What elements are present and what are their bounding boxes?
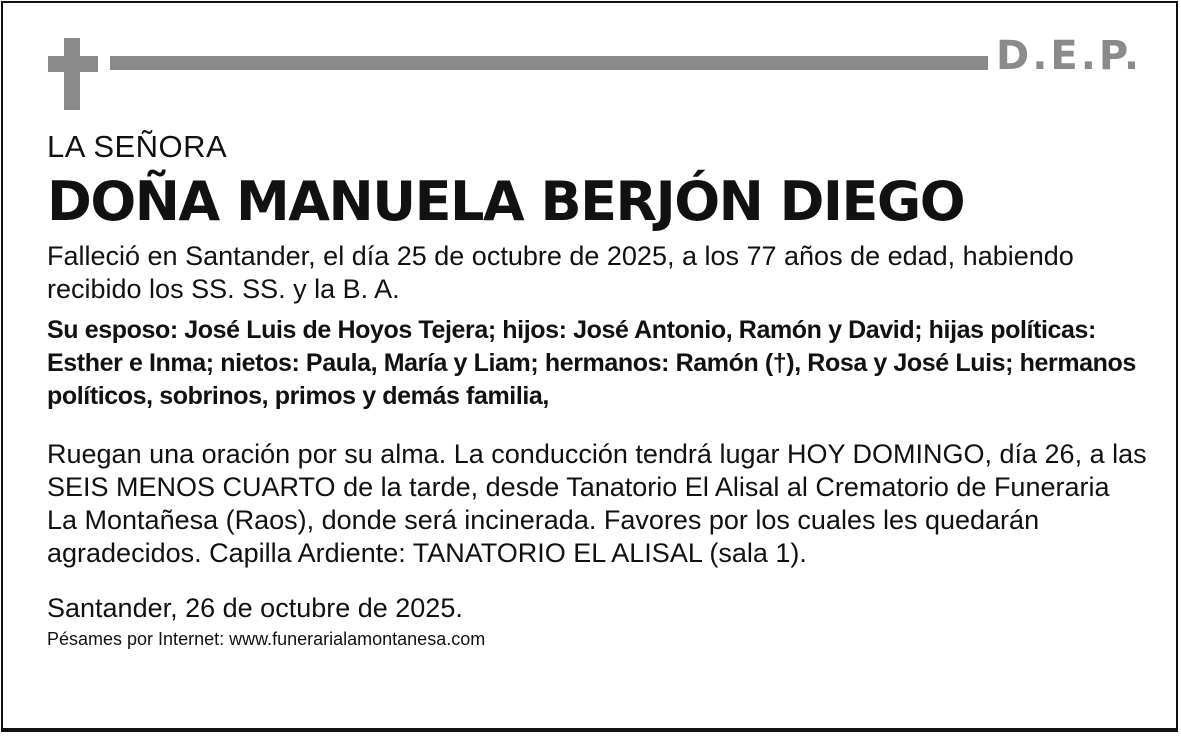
header-rule: [110, 56, 988, 70]
place-date: Santander, 26 de octubre de 2025.: [47, 593, 463, 623]
cross-icon: [48, 38, 100, 110]
dep-initials: D.E.P.: [996, 33, 1143, 79]
notice-content: [47, 128, 1147, 651]
condolences-web: Pésames por Internet: www.funerarialamontanesa.com: [47, 629, 486, 649]
deceased-name: DOÑA MANUELA BERJÓN DIEGO: [47, 170, 965, 233]
family-list: Su esposo: José Luis de Hoyos Tejera; hijos: José Antonio, Ramón y David; hijas políticas: Esther e Inma; nietos: Paula, María y Liam; hermanos: Ramón (†), Rosa y José Luis; hermanos políticos, sobrinos, primos y demás familia,: [47, 316, 1136, 410]
death-notice: Falleció en Santander, el día 25 de octubre de 2025, a los 77 años de edad, habiendo recibido los SS. SS. y la B. A.: [47, 241, 1074, 304]
pretitle: LA SEÑORA: [47, 129, 228, 164]
announcement: Ruegan una oración por su alma. La conducción tendrá lugar HOY DOMINGO, día 26, a las SEIS MENOS CUARTO de la tarde, desde Tanatorio El Alisal al Crematorio de Funeraria La Montañesa (Raos), donde será incinerada. Favores por los cuales les quedarán agradecidos. Capilla Ardiente: TANATORIO EL ALISAL (sala 1).: [47, 439, 1147, 568]
